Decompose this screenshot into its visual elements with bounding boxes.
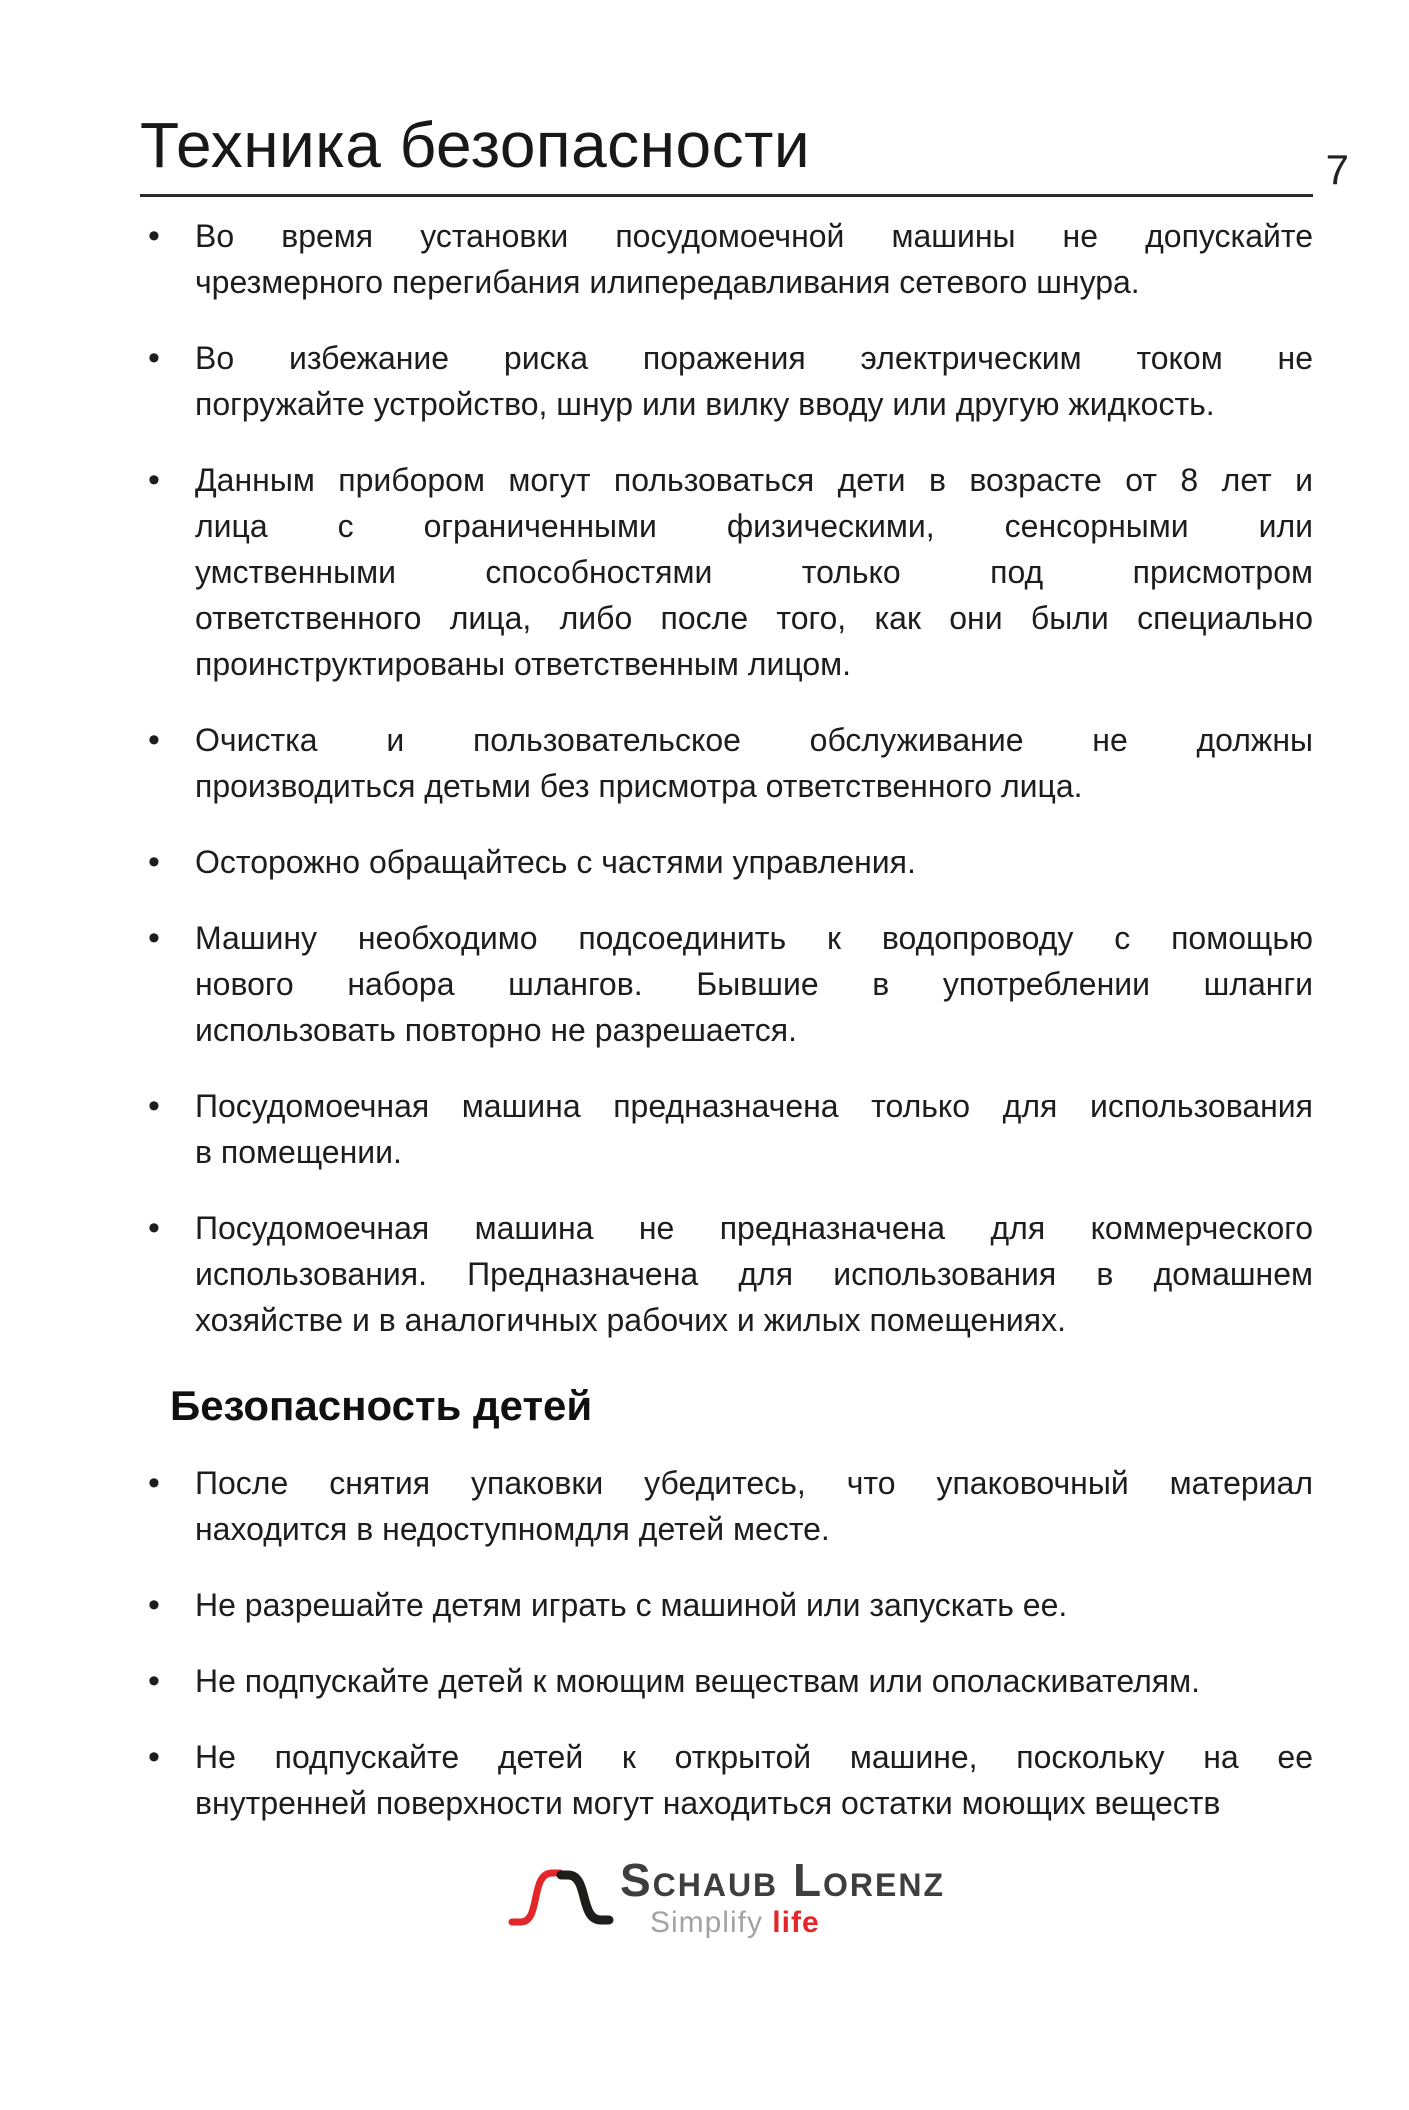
list-item [140,213,1313,305]
text-line: в помещении. [195,1134,402,1171]
text-line: • После снятия упаковки убедитесь, что упаковочный материал [195,1464,1313,1501]
text-line: использовать повторно не разрешается. [195,1012,797,1049]
text-line: • Данным прибором могут пользоваться дети в возрасте от 8 лет и [195,462,1313,499]
text-line: чрезмерного перегибания илипередавливания сетевого шнура. [195,264,1140,301]
text-line: производиться детьми без присмотра ответственного лица. [195,768,1083,805]
text-line: • Осторожно обращайтесь с частями управления. [195,844,916,881]
text-line: погружайте устройство, шнур или вилку вводу или другую жидкость. [195,386,1215,423]
text-line: • Посудомоечная машина предназначена только для использования [195,1088,1313,1125]
safety-bullet-list [140,213,1313,1343]
children-safety-heading: Безопасность детей [170,1382,593,1430]
logo-text-block [619,1853,946,1939]
schaub-lorenz-sl-icon [508,1865,614,1929]
text-line: • Не подпускайте детей к открытой машине, поскольку на ее [195,1738,1313,1775]
text-line: находится в недоступномдля детей месте. [195,1510,830,1547]
list-item [140,839,1313,885]
text-line: нового набора шлангов. Бывшие в употреблении шланги [195,966,1313,1003]
text-line: • Посудомоечная машина не предназначена для коммерческого [195,1210,1313,1247]
list-item [140,1734,1313,1826]
list-item [140,915,1313,1053]
text-line: хозяйстве и в аналогичных рабочих и жилых помещениях. [195,1302,1066,1339]
brand-tagline [650,1906,945,1939]
text-line: • Машину необходимо подсоединить к водопроводу с помощью [195,920,1313,957]
page-title: Техника безопасности [140,110,1313,197]
text-line: использования. Предназначена для использования в домашнем [195,1256,1313,1293]
list-item [140,1658,1313,1704]
list-item [140,1083,1313,1175]
list-item [140,717,1313,809]
text-line: ответственного лица, либо после того, как они были специально [195,600,1313,637]
list-item [140,457,1313,687]
children-safety-bullet-list [140,1460,1313,1826]
brand-wordmark: Schaub Lorenz [619,1853,946,1906]
list-item [140,1460,1313,1552]
text-line: лица с ограниченными физическими, сенсорными или [195,508,1313,545]
text-line: проинструктированы ответственным лицом. [195,646,851,683]
tagline-life: life [772,1905,820,1939]
text-line: • Во избежание риска поражения электрическим током не [195,340,1313,377]
text-line: • Во время установки посудомоечной машины не допускайте [195,218,1313,255]
list-item [140,1205,1313,1343]
schaub-lorenz-logo [140,1853,1313,1939]
list-item [140,1582,1313,1628]
list-item [140,335,1313,427]
text-line: • Не разрешайте детям играть с машиной или запускать ее. [195,1586,1068,1623]
text-line: внутренней поверхности могут находиться остатки моющих веществ [195,1784,1221,1821]
page-number: 7 [1325,146,1349,193]
tagline-simplify: Simplify [649,1905,763,1939]
text-line: • Не подпускайте детей к моющим веществам или ополаскивателям. [195,1662,1200,1699]
manual-page [0,110,1409,2110]
text-line: умственными способностями только под присмотром [195,554,1313,591]
text-line: • Очистка и пользовательское обслуживание не должны [195,722,1313,759]
